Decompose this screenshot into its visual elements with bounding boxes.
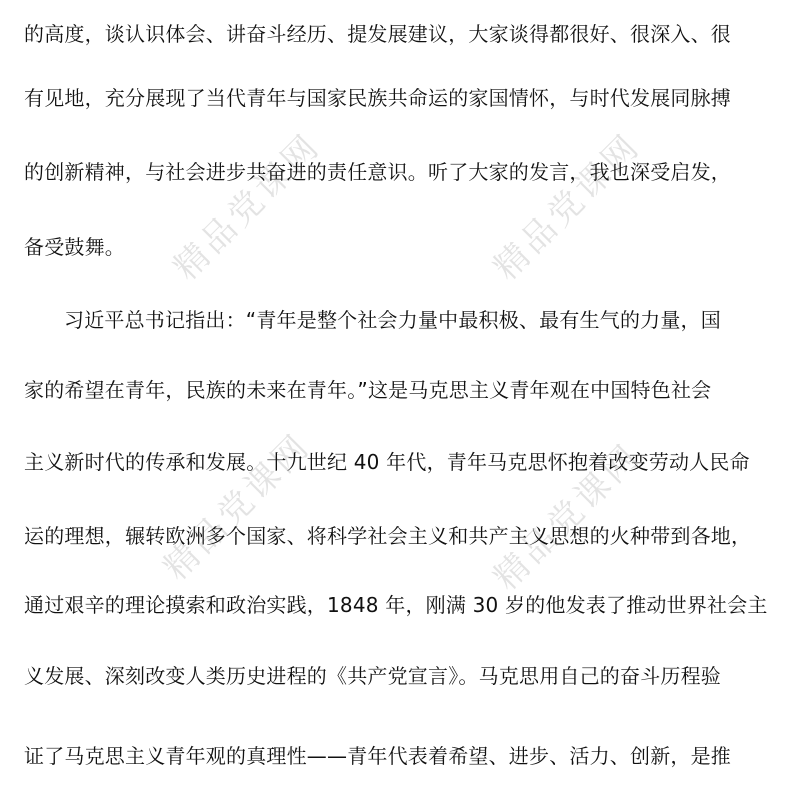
text-line: 备受鼓舞。 (24, 235, 125, 259)
text-line: 的创新精神，与社会进步共奋进的责任意识。听了大家的发言，我也深受启发， (24, 160, 731, 184)
text-line: 证了马克思主义青年观的真理性——青年代表着希望、进步、活力、创新，是推 (24, 744, 731, 768)
text-line: 运的理想，辗转欧洲多个国家、将科学社会主义和共产主义思想的火种带到各地， (24, 524, 752, 548)
text-line: 家的希望在青年，民族的未来在青年。”这是马克思主义青年观在中国特色社会 (24, 378, 712, 402)
watermark: 精品党课网 (156, 425, 319, 589)
watermark: 精品党课网 (166, 125, 329, 289)
paragraph-first-line: 习近平总书记指出：“青年是整个社会力量中最积极、最有生气的力量，国 (64, 308, 721, 332)
text-line: 有见地，充分展现了当代青年与国家民族共命运的家国情怀，与时代发展同脉搏 (24, 86, 731, 110)
text-line: 义发展、深刻改变人类历史进程的《共产党宣言》。马克思用自己的奋斗历程验 (24, 664, 721, 688)
watermark: 精品党课网 (486, 435, 649, 599)
text-line: 主义新时代的传承和发展。十九世纪 40 年代，青年马克思怀抱着改变劳动人民命 (24, 450, 750, 474)
text-line: 的高度，谈认识体会、讲奋斗经历、提发展建议，大家谈得都很好、很深入、很 (24, 22, 731, 46)
watermark: 精品党课网 (486, 125, 649, 289)
text-line: 通过艰辛的理论摸索和政治实践，1848 年，刚满 30 岁的他发表了推动世界社会主 (24, 593, 768, 617)
